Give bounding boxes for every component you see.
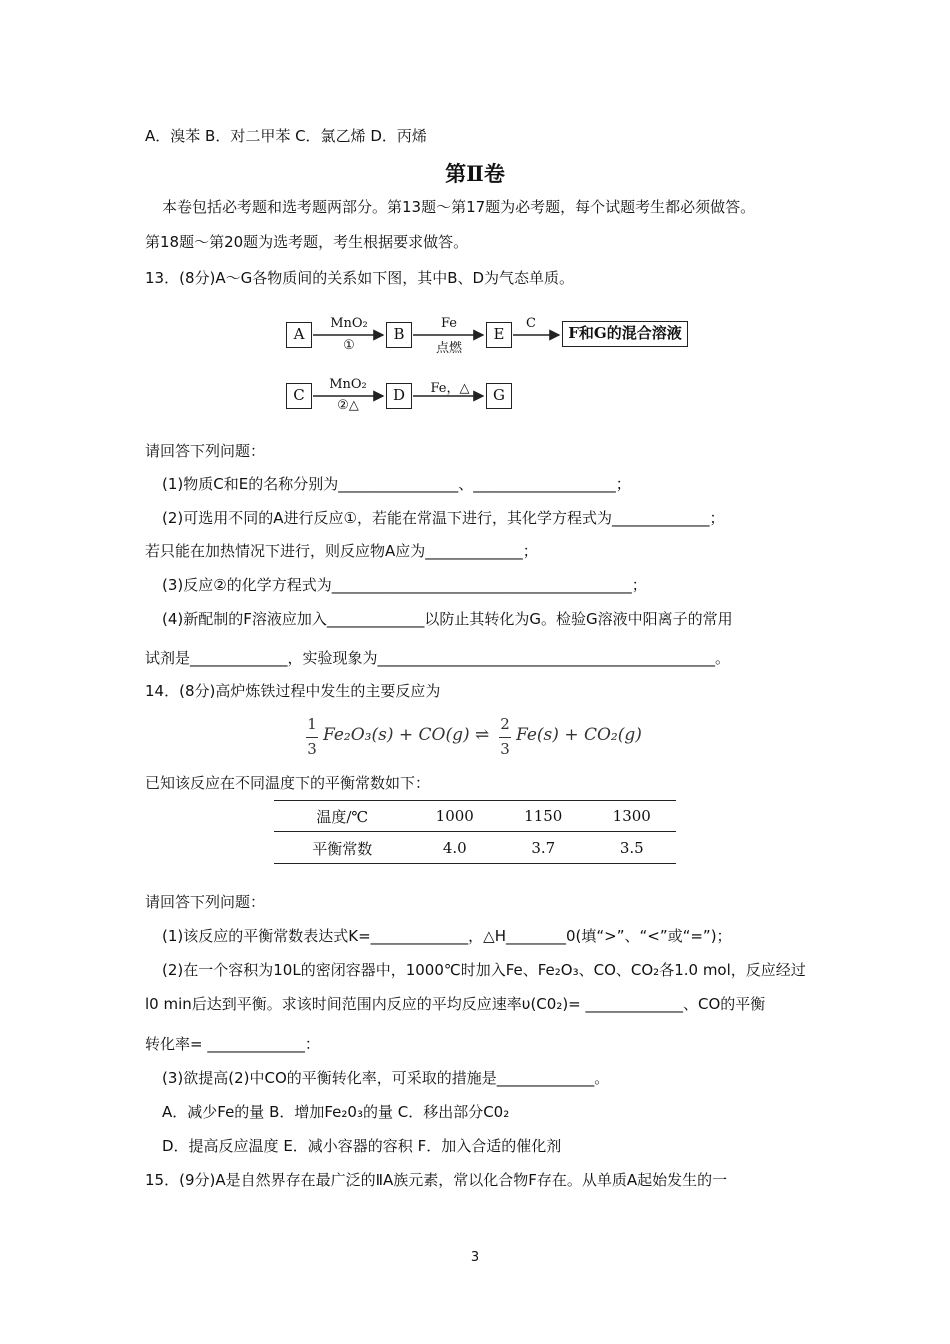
coef1-numerator: 1 (307, 715, 317, 733)
arrow4-reagent: MnO₂ (329, 377, 367, 392)
q14-part2c: 转化率= _____________： (145, 1035, 320, 1053)
coef2-bar (499, 737, 511, 738)
q13-part4a: (4)新配制的F溶液应加入_____________以防止其转化为G。检验G溶液中阳离子的常用 (162, 610, 733, 628)
header-t1000: 1000 (435, 807, 474, 825)
q14-options-line1: A．减少Fe的量 B．增加Fe₂0₃的量 C．移出部分C0₂ (162, 1103, 510, 1121)
q14-prompt: 请回答下列问题： (145, 893, 266, 911)
arrow2-condition: 点燃 (435, 341, 462, 356)
q14-options-line2: D．提高反应温度 E．减小容器的容积 F．加入合适的催化剂 (162, 1137, 562, 1155)
box-d: D (386, 383, 412, 409)
k-at-1000: 4.0 (442, 839, 467, 857)
coef2-denominator: 3 (500, 740, 510, 758)
q13-prompt: 请回答下列问题： (145, 442, 266, 460)
equation-right-side: Fe(s) + CO₂(g) (516, 725, 642, 745)
q13-part3: (3)反应②的化学方程式为________________________________________； (162, 576, 647, 594)
box-c: C (286, 383, 312, 409)
arrow3-reagent: C (526, 316, 536, 331)
q13-part2b: 若只能在加热情况下进行，则反应物A应为_____________； (145, 542, 538, 560)
coef2-numerator: 2 (500, 715, 510, 733)
box-b: B (386, 322, 412, 348)
header-temperature: 温度/℃ (316, 807, 369, 826)
q13-stem: 13．(8分)A～G各物质间的关系如下图，其中B、D为气态单质。 (145, 269, 575, 287)
coef1-bar (306, 737, 318, 738)
intro-line-2: 第18题～第20题为选考题，考生根据要求做答。 (145, 233, 469, 251)
k-at-1150: 3.7 (531, 839, 556, 857)
table-bottom-rule (274, 863, 676, 864)
box-g: G (486, 383, 512, 409)
q13-part1: (1)物质C和E的名称分别为________________、___________________； (162, 475, 631, 493)
table-header-row (274, 800, 676, 832)
q13-part4b: 试剂是_____________，实验现象为_____________________________________________。 (145, 649, 731, 667)
table-mid-rule (274, 831, 676, 832)
q14-part2a: (2)在一个容积为10L的密闭容器中，1000℃时加入Fe、Fe₂O₃、CO、CO₂各1.0 mol，反应经过 (162, 961, 806, 979)
equation-left-side: Fe₂O₃(s) + CO(g) ⇌ (323, 725, 490, 745)
k-at-1300: 3.5 (619, 839, 644, 857)
arrow5-reagent: Fe，△ (430, 381, 470, 396)
q14-part2b: l0 min后达到平衡。求该时间范围内反应的平均反应速率υ(C0₂)= _____________、CO的平衡 (145, 995, 766, 1013)
arrow1-reagent: MnO₂ (330, 316, 368, 331)
intro-line-1: 本卷包括必考题和选考题两部分。第13题～第17题为必考题，每个试题考生都必须做答。 (162, 198, 756, 216)
q14-table-intro: 已知该反应在不同温度下的平衡常数如下： (145, 774, 431, 792)
coef1-denominator: 3 (307, 740, 317, 758)
section-title: 第Ⅱ卷 (445, 161, 505, 186)
table-data-row (274, 832, 676, 864)
row-label-k: 平衡常数 (312, 839, 373, 858)
q13-part2a: (2)可选用不同的A进行反应①，若能在常温下进行，其化学方程式为_____________； (162, 509, 725, 527)
box-a: A (286, 322, 312, 348)
arrow4-condition: ②△ (337, 398, 359, 413)
page-number: 3 (470, 1250, 480, 1265)
q14-part3: (3)欲提高(2)中CO的平衡转化率，可采取的措施是_____________。 (162, 1069, 610, 1087)
q14-part1: (1)该反应的平衡常数表达式K=_____________，△H________0(填“>”、“<”或“=”)； (162, 927, 732, 945)
box-e: E (486, 322, 512, 348)
arrow1-number: ① (343, 338, 355, 353)
arrow2-reagent: Fe (440, 316, 457, 331)
header-t1300: 1300 (612, 807, 651, 825)
q15-stem: 15．(9分)A是自然界存在最广泛的ⅡA族元素，常以化合物F存在。从单质A起始发生的一 (145, 1171, 728, 1189)
q14-stem: 14．(8分)高炉炼铁过程中发生的主要反应为 (145, 682, 441, 700)
box-f-g-solution: F和G的混合溶液 (562, 321, 688, 347)
equilibrium-constant-table (274, 800, 676, 864)
previous-question-options: A．溴苯 B．对二甲苯 C．氯乙烯 D．丙烯 (145, 127, 427, 145)
header-t1150: 1150 (524, 807, 563, 825)
